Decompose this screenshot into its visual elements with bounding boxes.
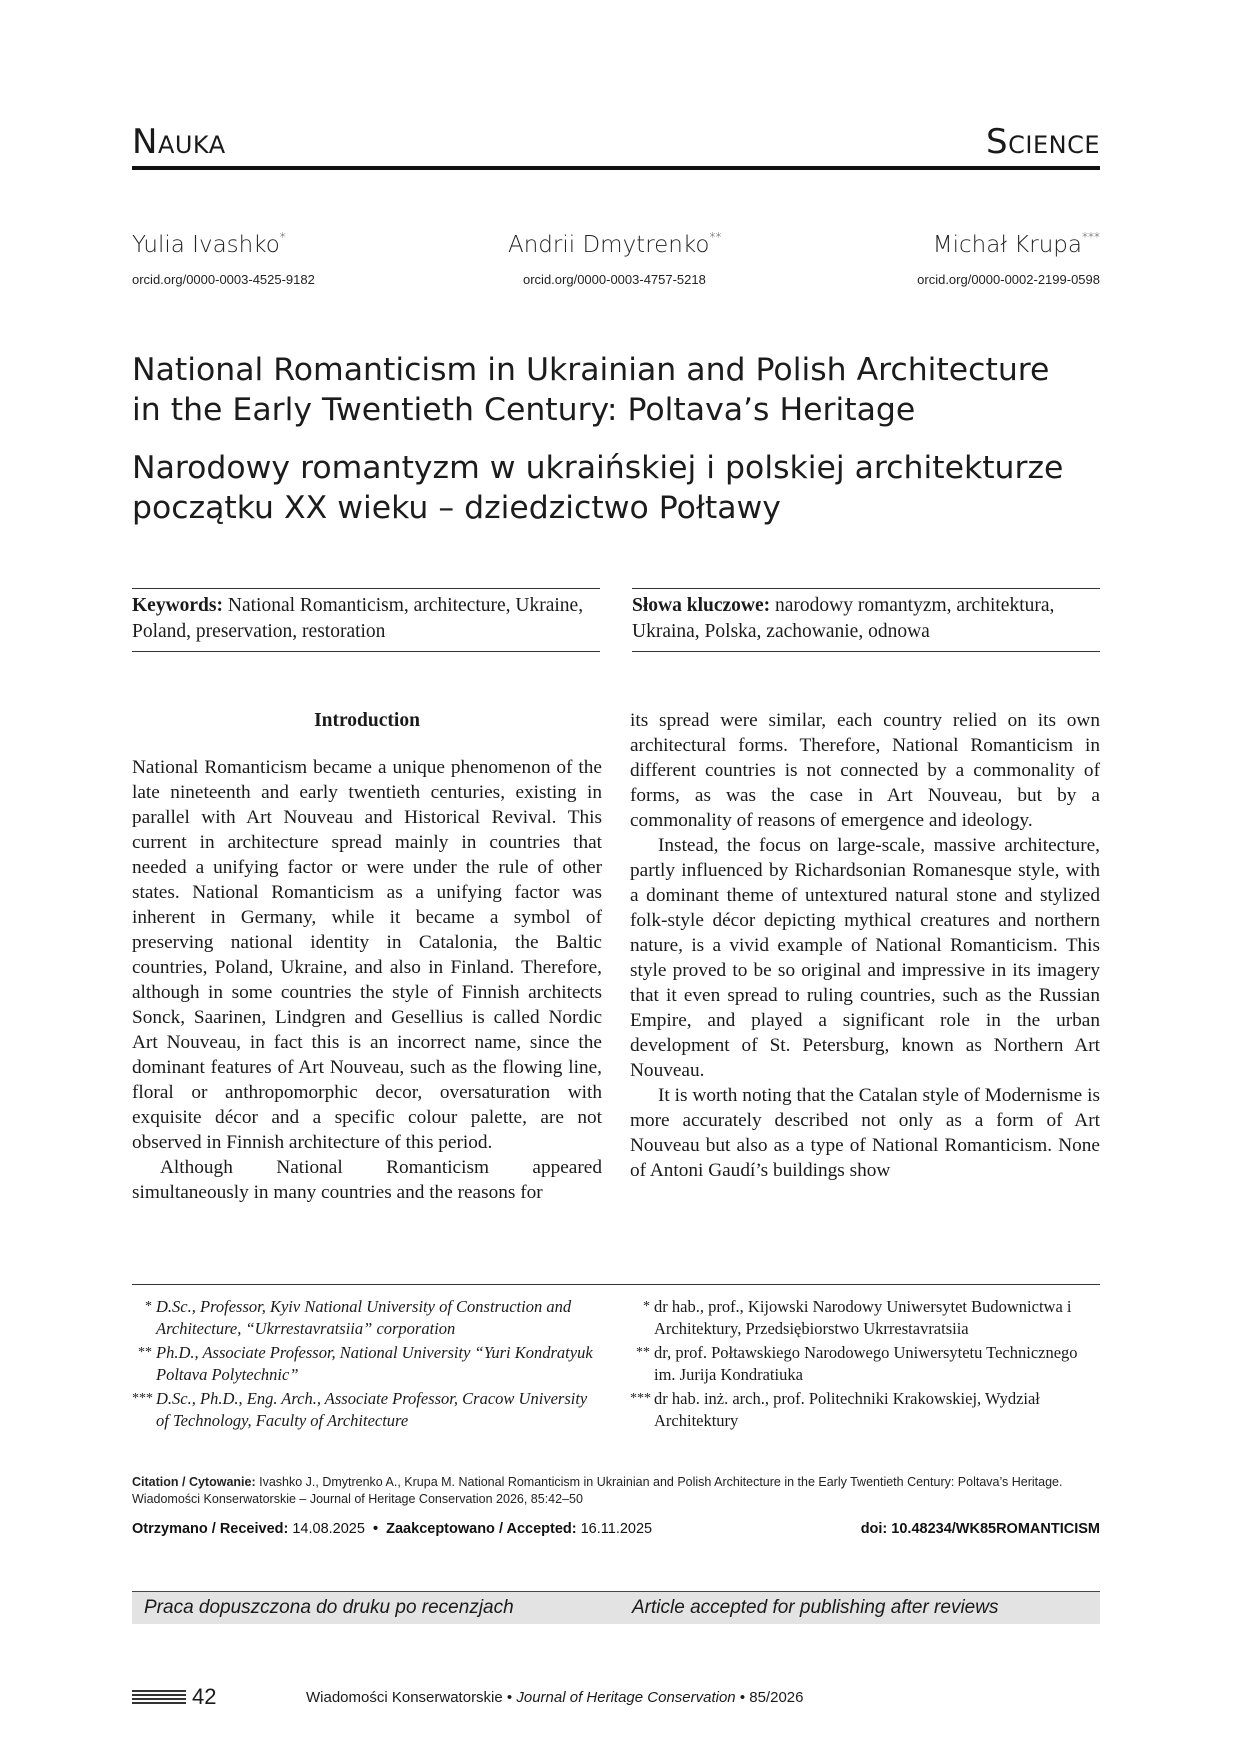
received-date: 14.08.2025 [292, 1521, 365, 1537]
author-name: Andrii Dmytrenko** [508, 230, 722, 258]
footnotes-en [132, 1296, 604, 1434]
journal-name: Wiadomości Konserwatorskie • Journal of Heritage Conservation • 85/2026 [306, 1689, 804, 1706]
header-right-label: SCIENCE [986, 122, 1100, 162]
title-block [132, 350, 1100, 528]
section-heading: Introduction [314, 710, 420, 731]
author-orcid[interactable]: orcid.org/0000-0003-4525-9182 [132, 272, 315, 287]
article-title-pl: Narodowy romantyzm w ukraińskiej i polskiej architekturze początku XX wieku – dziedzictwo Połtawy [132, 450, 1064, 526]
article-title-en: National Romanticism in Ukrainian and Polish Architecture in the Early Twentieth Century: Poltava’s Heritage [132, 352, 1050, 428]
doi-link[interactable]: doi: 10.48234/WK85ROMANTICISM [860, 1521, 1100, 1537]
header-left-label: NAUKA [132, 122, 226, 162]
review-note-en: Article accepted for publishing after reviews [632, 1597, 999, 1618]
footer-decoration [132, 1690, 186, 1706]
author-name: Yulia Ivashko* [132, 230, 286, 258]
author-name: Michał Krupa*** [932, 230, 1100, 258]
paragraph: Instead, the focus on large-scale, massive architecture, partly influenced by Richardsonian Romanesque style, with a dominant theme of untextured natural stone and stylized folk-style décor depicting mythical creatures and northern nature, is a vivid example of National Romanticism. This style proved to be so original and impressive in its imagery that it even spread to ruling countries, such as the Russian Empire, and played a significant role in the urban development of St. Petersburg, known as Northern Art Nouveau. [630, 835, 1100, 1081]
page-number: 42 [192, 1684, 217, 1709]
citation: Citation / Cytowanie: Ivashko J., Dmytrenko A., Krupa M. National Romanticism in Ukrainian and Polish Architecture in the Early Twentieth Century: Poltava’s Heritage. Wiadomości Konserwatorskie – Journal of Heritage Conservation 2026, 85:42–50 [132, 1475, 1063, 1506]
body-column-right [630, 708, 1100, 1183]
author-orcid[interactable]: orcid.org/0000-0002-2199-0598 [917, 272, 1100, 287]
publication-dates: Otrzymano / Received: 14.08.2025 • Zaakceptowano / Accepted: 16.11.2025 doi: 10.48234/WK85ROMANTICISM [132, 1521, 1100, 1537]
paragraph: its spread were similar, each country relied on its own architectural forms. Therefore, National Romanticism in different countries is not connected by a commonality of forms, as was the case in Art Nouveau, but by a commonality of reasons of emergence and ideology. [630, 710, 1100, 831]
review-note-pl: Praca dopuszczona do druku po recenzjach [144, 1597, 514, 1618]
footnote: *** D.Sc., Ph.D., Eng. Arch., Associate Professor, Cracow University of Technology, Faculty of Architecture [132, 1389, 588, 1430]
author-orcid[interactable]: orcid.org/0000-0003-4757-5218 [523, 272, 706, 287]
body-column-left [132, 706, 602, 1205]
footnote: ** Ph.D., Associate Professor, National University “Yuri Kondratyuk Poltava Polytechnic” [138, 1343, 593, 1384]
footnote: *** dr hab. inż. arch., prof. Politechniki Krakowskiej, Wydział Architektury [630, 1389, 1040, 1430]
paragraph: Although National Romanticism appeared simultaneously in many countries and the reasons for [132, 1157, 602, 1203]
footnote: * D.Sc., Professor, Kyiv National University of Construction and Architecture, “Ukrrestavratsiia” corporation [145, 1297, 572, 1338]
review-status-bar [132, 1591, 1100, 1624]
keywords-en: Keywords: National Romanticism, architecture, Ukraine, Poland, preservation, restoration [132, 588, 600, 652]
footnote: ** dr, prof. Połtawskiego Narodowego Uniwersytetu Technicznego im. Jurija Kondratiuka [636, 1343, 1078, 1384]
accepted-date: 16.11.2025 [580, 1521, 653, 1537]
running-header [132, 122, 1100, 170]
footnote-divider [132, 1284, 1100, 1285]
paragraph: It is worth noting that the Catalan style of Modernisme is more accurately described not only as a form of Art Nouveau but also as a type of National Romanticism. None of Antoni Gaudí’s buildings show [630, 1085, 1100, 1181]
keywords-pl: Słowa kluczowe: narodowy romantyzm, architektura, Ukraina, Polska, zachowanie, odnowa [632, 588, 1100, 652]
paragraph: National Romanticism became a unique phenomenon of the late nineteenth and early twentieth centuries, existing in parallel with Art Nouveau and Historical Revival. This current in architecture spread mainly in countries that needed a unifying factor or were under the rule of other states. National Romanticism as a unifying factor was inherent in Germany, while it became a symbol of preserving national identity in Catalonia, the Baltic countries, Poland, Ukraine, and also in Finland. Therefore, although in some countries the style of Finnish architects Sonck, Saarinen, Lindgren and Gesellius is called Nordic Art Nouveau, in fact this is an incorrect name, since the dominant features of Art Nouveau, such as the flowing line, floral or anthropomorphic decor, oversaturation with exquisite décor and a specific colour palette, are not observed in Finnish architecture of this period. [132, 757, 602, 1153]
footnotes-pl [630, 1296, 1102, 1434]
footnote: * dr hab., prof., Kijowski Narodowy Uniwersytet Budownictwa i Architektury, Przedsiębiorstwo Ukrrestavratsiia [643, 1297, 1072, 1338]
